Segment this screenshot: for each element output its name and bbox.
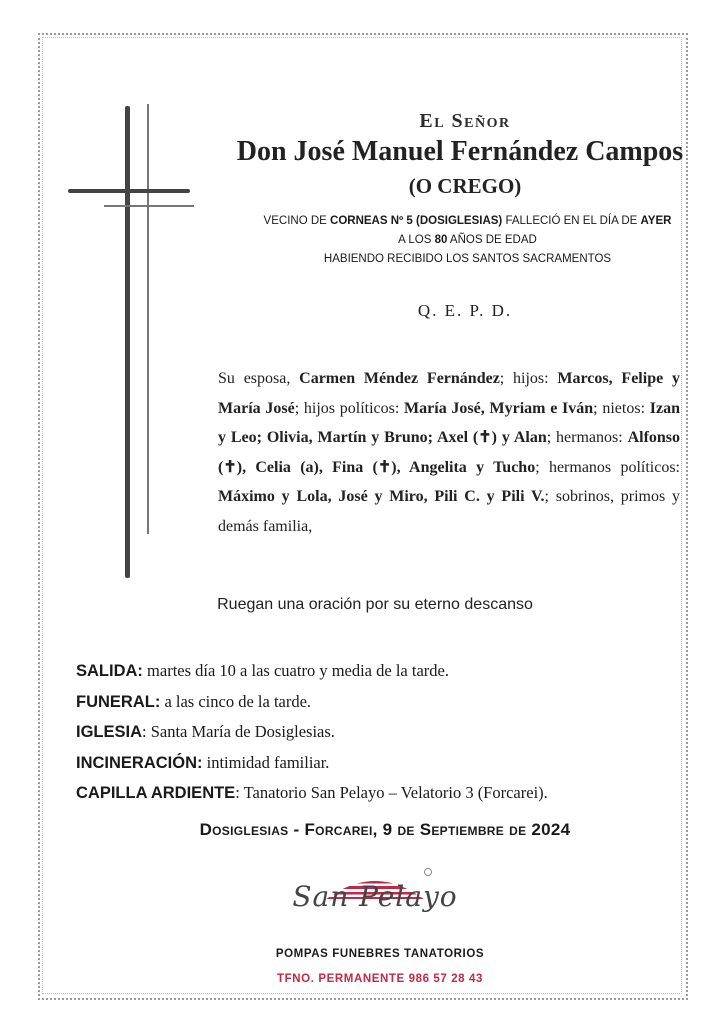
- phone-line: TFNO. PERMANENTE 986 57 28 43: [277, 973, 483, 985]
- info-text: FALLECIÓ EN EL DÍA DE: [502, 215, 641, 227]
- info-age: 80: [434, 234, 448, 246]
- deceased-alias: (O CREGO): [408, 174, 522, 198]
- detail-label: INCINERACIÓN:: [76, 753, 203, 772]
- cross-vertical-shadow: [147, 104, 149, 534]
- detail-text: a las cinco de la tarde.: [160, 691, 312, 711]
- detail-label: SALIDA:: [76, 662, 143, 680]
- service-details: [76, 656, 696, 809]
- info-line-3: HABIENDO RECIBIDO LOS SANTOS SACRAMENTOS: [323, 253, 612, 265]
- family-paragraph: [218, 364, 680, 541]
- cross-horizontal-shadow: [104, 205, 194, 207]
- detail-row-salida: [76, 656, 696, 687]
- deceased-info: [230, 212, 705, 269]
- family-text: ; hijos políticos:: [294, 399, 405, 417]
- logo-wordmark: San Pelayo: [292, 880, 458, 913]
- family-text: ; nietos:: [593, 399, 650, 417]
- detail-label: CAPILLA ARDIENTE: [76, 784, 236, 802]
- family-children: Marcos, Felipe y María José: [218, 370, 680, 417]
- info-line-1: [230, 212, 705, 231]
- info-address: CORNEAS Nº 5 (DOSIGLESIAS): [330, 215, 503, 227]
- family-wife: Carmen Méndez Fernández: [299, 370, 500, 387]
- detail-text: : Tanatorio San Pelayo – Velatorio 3 (Forcarei).: [235, 783, 548, 802]
- place-date: Dosiglesias - Forcarei, 9 de Septiembre de 2024: [199, 820, 571, 839]
- family-inlaws: María José, Myriam e Iván: [404, 399, 594, 417]
- detail-text: intimidad familiar.: [202, 752, 330, 772]
- family-text: Su esposa,: [218, 370, 300, 387]
- family-text: ; hermanos:: [546, 429, 628, 446]
- detail-row-capilla: [76, 778, 696, 809]
- detail-row-incineracion: [76, 748, 696, 779]
- detail-row-iglesia: [76, 717, 696, 748]
- info-day: AYER: [640, 215, 672, 227]
- family-text: ; sobrinos, primos y demás familia,: [218, 488, 681, 535]
- family-siblings-inlaw: Máximo y Lola, José y Miro, Pili C. y Pili V.: [218, 488, 545, 505]
- deceased-name: Don José Manuel Fernández Campos: [236, 136, 684, 167]
- family-text: ; hijos:: [499, 370, 558, 387]
- detail-text: : Santa María de Dosiglesias.: [142, 722, 335, 741]
- detail-text: martes día 10 a las cuatro y media de la tarde.: [142, 661, 449, 680]
- info-text: AÑOS DE EDAD: [447, 234, 537, 246]
- qepd: Q. E. P. D.: [417, 301, 513, 320]
- cross-vertical-bar: [125, 106, 130, 578]
- family-siblings: Alfonso (✝), Celia (a), Fina (✝), Angelita y Tucho: [218, 429, 681, 476]
- prayer-request: Ruegan una oración por su eterno descanso: [217, 596, 533, 613]
- services-line: POMPAS FUNEBRES TANATORIOS: [275, 948, 485, 960]
- detail-label: IGLESIA: [76, 723, 143, 741]
- info-line-2: [230, 231, 705, 250]
- detail-label: FUNERAL:: [76, 692, 161, 711]
- info-text: VECINO DE: [263, 215, 331, 227]
- honorific-title: El Señor: [419, 110, 511, 132]
- detail-row-funeral: [76, 687, 696, 718]
- cross-horizontal-bar: [68, 189, 190, 193]
- family-text: ; hermanos políticos:: [535, 458, 680, 476]
- info-text: A LOS: [398, 234, 435, 246]
- family-grandchildren: Izan y Leo; Olivia, Martín y Bruno; Axel (✝) y Alan: [218, 399, 680, 446]
